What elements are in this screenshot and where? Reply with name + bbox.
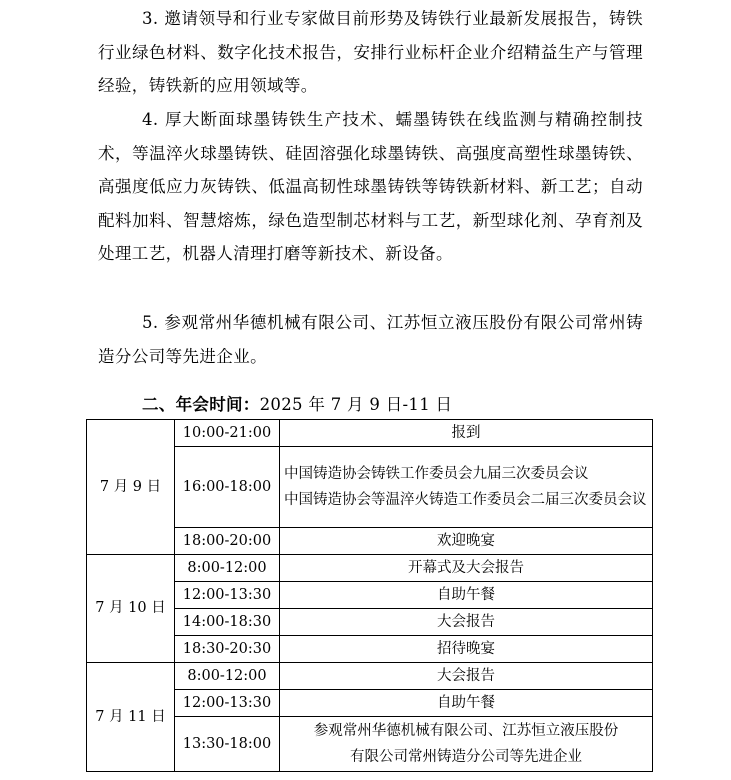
paragraph-item-5-text: 5. 参观常州华德机械有限公司、江苏恒立液压股份有限公司常州铸造分公司等先进企业。 xyxy=(98,313,643,366)
schedule-event: 招待晚宴 xyxy=(280,636,653,663)
section-heading-label: 二、年会时间： xyxy=(142,395,260,414)
schedule-event: 欢迎晚宴 xyxy=(280,528,653,555)
schedule-event-line: 中国铸造协会铸铁工作委员会九届三次委员会议 xyxy=(284,466,589,482)
schedule-time: 8:00-12:00 xyxy=(175,663,280,690)
schedule-event-line: 中国铸造协会等温淬火铸造工作委员会二届三次委员会议 xyxy=(284,492,647,508)
schedule-table xyxy=(86,419,653,772)
table-row xyxy=(87,555,653,582)
schedule-event: 报到 xyxy=(280,420,653,447)
paragraph-item-4-text: 4. 厚大断面球墨铸铁生产技术、蠕墨铸铁在线监测与精确控制技术，等温淬火球墨铸铁、硅固溶强化球墨铸铁、高强度高塑性球墨铸铁、高强度低应力灰铸铁、低温高韧性球墨铸铁等铸铁新材料、新工艺；自动配料加料、智慧熔炼，绿色造型制芯材料与工艺，新型球化剂、孕育剂及处理工艺，机器人清理打磨等新技术、新设备。 xyxy=(98,110,643,263)
schedule-date-day1: 7 月 9 日 xyxy=(87,420,175,555)
schedule-event: 开幕式及大会报告 xyxy=(280,555,653,582)
schedule-time: 13:30-18:00 xyxy=(175,717,280,772)
schedule-date-day3: 7 月 11 日 xyxy=(87,663,175,772)
schedule-event: 自助午餐 xyxy=(280,582,653,609)
paragraph-item-3-text: 3. 邀请领导和行业专家做目前形势及铸铁行业最新发展报告，铸铁行业绿色材料、数字化技术报告，安排行业标杆企业介绍精益生产与管理经验，铸铁新的应用领域等。 xyxy=(98,9,643,95)
schedule-time: 8:00-12:00 xyxy=(175,555,280,582)
schedule-time: 12:00-13:30 xyxy=(175,690,280,717)
schedule-event-line: 有限公司常州铸造分公司等先进企业 xyxy=(350,749,582,765)
schedule-time: 14:00-18:30 xyxy=(175,609,280,636)
schedule-time: 18:00-20:00 xyxy=(175,528,280,555)
section-heading-value: 2025 年 7 月 9 日-11 日 xyxy=(259,395,453,414)
paragraph-item-4 xyxy=(98,103,643,271)
schedule-date-day2: 7 月 10 日 xyxy=(87,555,175,663)
paragraph-item-5 xyxy=(98,306,643,373)
schedule-event: 大会报告 xyxy=(280,663,653,690)
schedule-time: 12:00-13:30 xyxy=(175,582,280,609)
table-row xyxy=(87,420,653,447)
table-row xyxy=(87,663,653,690)
paragraph-item-3 xyxy=(98,2,643,103)
schedule-event: 大会报告 xyxy=(280,609,653,636)
schedule-time: 16:00-18:00 xyxy=(175,447,280,528)
schedule-time: 10:00-21:00 xyxy=(175,420,280,447)
schedule-event: 自助午餐 xyxy=(280,690,653,717)
schedule-event-visit xyxy=(280,717,653,772)
schedule-time: 18:30-20:30 xyxy=(175,636,280,663)
schedule-event-meetings xyxy=(280,447,653,528)
schedule-event-line: 参观常州华德机械有限公司、江苏恒立液压股份 xyxy=(313,723,619,739)
section-heading-meeting-time xyxy=(142,391,452,419)
